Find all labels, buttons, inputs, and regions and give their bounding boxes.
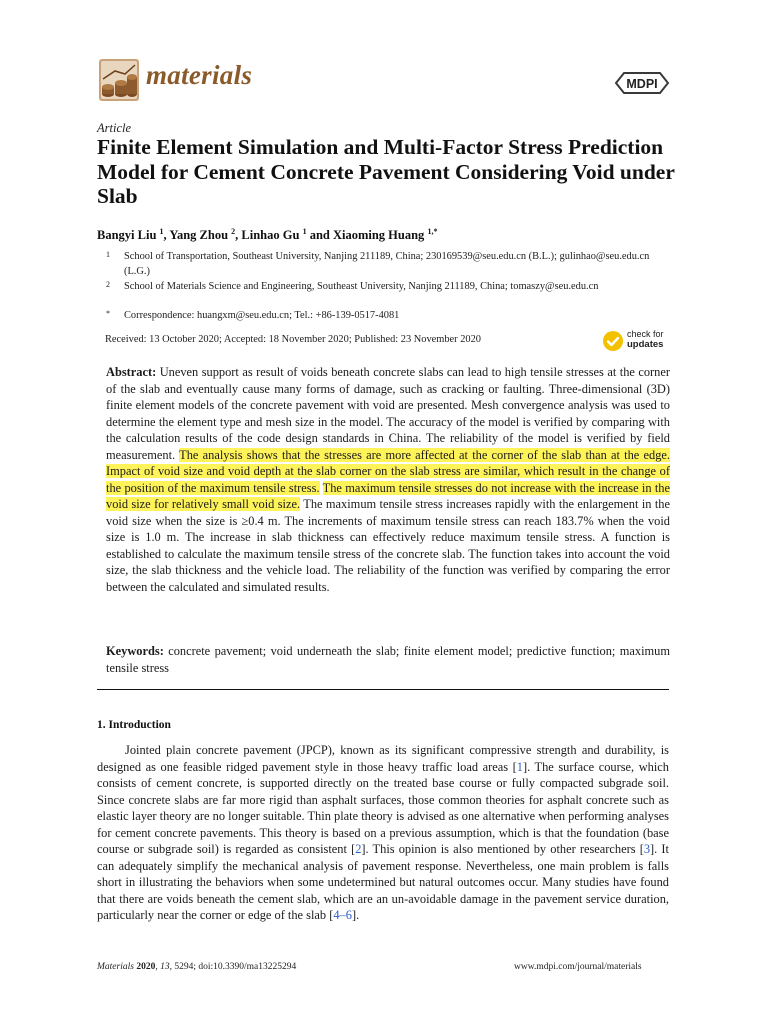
affiliation-text: Correspondence: huangxm@seu.edu.cn; Tel.: +86-139-0517-4081 xyxy=(124,310,400,321)
affiliation-mark: * xyxy=(106,309,110,318)
body-text: ]. This opinion is also mentioned by other researchers [ xyxy=(361,842,644,856)
check-updates-label xyxy=(627,329,664,350)
footer-volume: 13 xyxy=(160,962,170,972)
reference-link[interactable]: 4–6 xyxy=(333,908,352,922)
affiliation-text: School of Transportation, Southeast University, Nanjing 211189, China; 230169539@seu.edu.cn (B.L.); gulinhao@seu.edu.cn (L.G.) xyxy=(124,251,650,277)
affiliation-text: School of Materials Science and Engineering, Southeast University, Nanjing 211189, China; tomaszy@seu.edu.cn xyxy=(124,281,599,292)
abstract-highlight: The maximum tensile stresses do not increase with the increase in the void size for relatively small void size. xyxy=(106,480,670,511)
paper-title: Finite Element Simulation and Multi-Factor Stress Prediction Model for Cement Concrete Pavement Considering Void under Slab xyxy=(97,135,675,208)
affiliation-mark: 1 xyxy=(106,250,110,259)
reference-link[interactable]: 1 xyxy=(516,759,523,774)
citation-footer: Materials 2020, 13, 5294; doi:10.3390/ma13225294 xyxy=(97,962,297,972)
author-name: Bangyi Liu xyxy=(97,228,157,242)
keywords xyxy=(106,643,670,676)
section-divider xyxy=(97,689,669,690)
author-separator: , xyxy=(235,228,242,242)
author-affiliation-mark: 2 xyxy=(231,227,236,236)
author-name: Xiaoming Huang xyxy=(332,228,425,242)
affiliation-mark: 2 xyxy=(106,280,110,289)
footer-journal: Materials xyxy=(97,962,134,972)
article-type-label: Article xyxy=(97,121,132,135)
journal-url[interactable]: www.mdpi.com/journal/materials xyxy=(514,962,642,972)
author-affiliation-mark: 1,* xyxy=(427,227,438,236)
author-separator: , xyxy=(163,228,170,242)
body-text: ]. The surface course, which consists of cement concrete, is supported directly on the treated base course or fully compacted subgrade soil. Since concrete slabs are far more rigid than asphalt surfaces, those common theories for asphalt concrete such as elastic layer theory are no longer suitable. Thin plate theory is advised as one alternative when performing analyses for cement concrete pavements. This theory is based on a previous assumption, which is that the foundation (base course or subgrade soil) is regarded as consistent [ xyxy=(97,759,669,856)
journal-logo-icon xyxy=(97,57,141,103)
check-updates-line1: check for xyxy=(627,329,664,339)
author-separator: and xyxy=(306,228,333,242)
author-list xyxy=(97,227,437,243)
author-name: Yang Zhou xyxy=(169,228,229,242)
reference-link[interactable]: 2 xyxy=(355,842,362,856)
check-updates-icon xyxy=(602,330,624,352)
author-affiliation-mark: 1 xyxy=(159,227,164,236)
mdpi-logo-text: MDPI xyxy=(626,77,658,91)
abstract-text: Uneven support as result of voids beneath concrete slabs can lead to high tensile stresses at the corner of the slab and eventually cause many forms of damage, such as cracking or faulting. Three-dimensional (3D) finite element models of the concrete pavement with void are presented. Mesh convergence analysis was used to determine the element type and mesh size in the model. The accuracy of the model is verified by comparing with the calculation results of the code design standards in China. The reliability of the model is verified by field measurement. xyxy=(106,365,670,462)
abstract-label: Abstract: xyxy=(106,365,157,379)
abstract-highlight: The analysis shows that the stresses are more affected at the corner of the slab than at the edge. xyxy=(179,447,670,462)
mdpi-logo-icon xyxy=(614,68,670,98)
journal-name: materials xyxy=(146,60,253,90)
reference-link[interactable]: 3 xyxy=(643,842,651,856)
section-heading: 1. Introduction xyxy=(97,719,171,731)
abstract xyxy=(106,364,670,595)
footer-year: 2020 xyxy=(136,962,156,972)
check-for-updates-button[interactable] xyxy=(602,327,672,355)
body-text: ]. It can adequately simplify the mechanical analysis of pavement response. Nevertheless, one main problem is falls short in illustrating the behaviors when some undetermined but natural outcomes occur. Many studies have found that there are voids beneath the cement slab, which are an un-avoidable damage in the pavement service duration, particularly near the corner or edge of the slab [ xyxy=(97,842,669,922)
abstract-text: The maximum tensile stress increases rapidly with the enlargement in the void size when the size is ≥0.4 m. The increments of maximum tensile stress can reach 183.7% when the void size is 1.0 m. The increase in slab thickness can effectively reduce maximum tensile stress. A function is established to calculate the maximum tensile stress of the concrete slab. The function takes into account the void size, the slab thickness and the vehicle load. The reliability of the function was verified by comparing the error between the calculated and simulated results. xyxy=(106,497,670,594)
author-affiliation-mark: 1 xyxy=(302,227,307,236)
keywords-text: concrete pavement; void underneath the slab; finite element model; predictive function; maximum tensile stress xyxy=(106,644,670,675)
author-name: Linhao Gu xyxy=(241,228,300,242)
body-text: Jointed plain concrete pavement (JPCP), known as its significant compressive strength and durability, is designed as one feasible ridged pavement style in those heavy traffic load areas [ xyxy=(97,743,669,774)
check-updates-line2: updates xyxy=(627,339,664,350)
publication-dates: Received: 13 October 2020; Accepted: 18 November 2020; Published: 23 November 2020 xyxy=(105,334,482,345)
abstract-highlight: Impact of void size and void depth at the slab corner on the slab stress are similar, which result in the change of the position of the maximum tensile stress. xyxy=(106,464,670,495)
introduction-paragraph xyxy=(97,742,669,924)
keywords-label: Keywords: xyxy=(106,644,164,658)
footer-doi: , 5294; doi:10.3390/ma13225294 xyxy=(169,962,297,972)
body-text: ]. xyxy=(351,908,360,922)
